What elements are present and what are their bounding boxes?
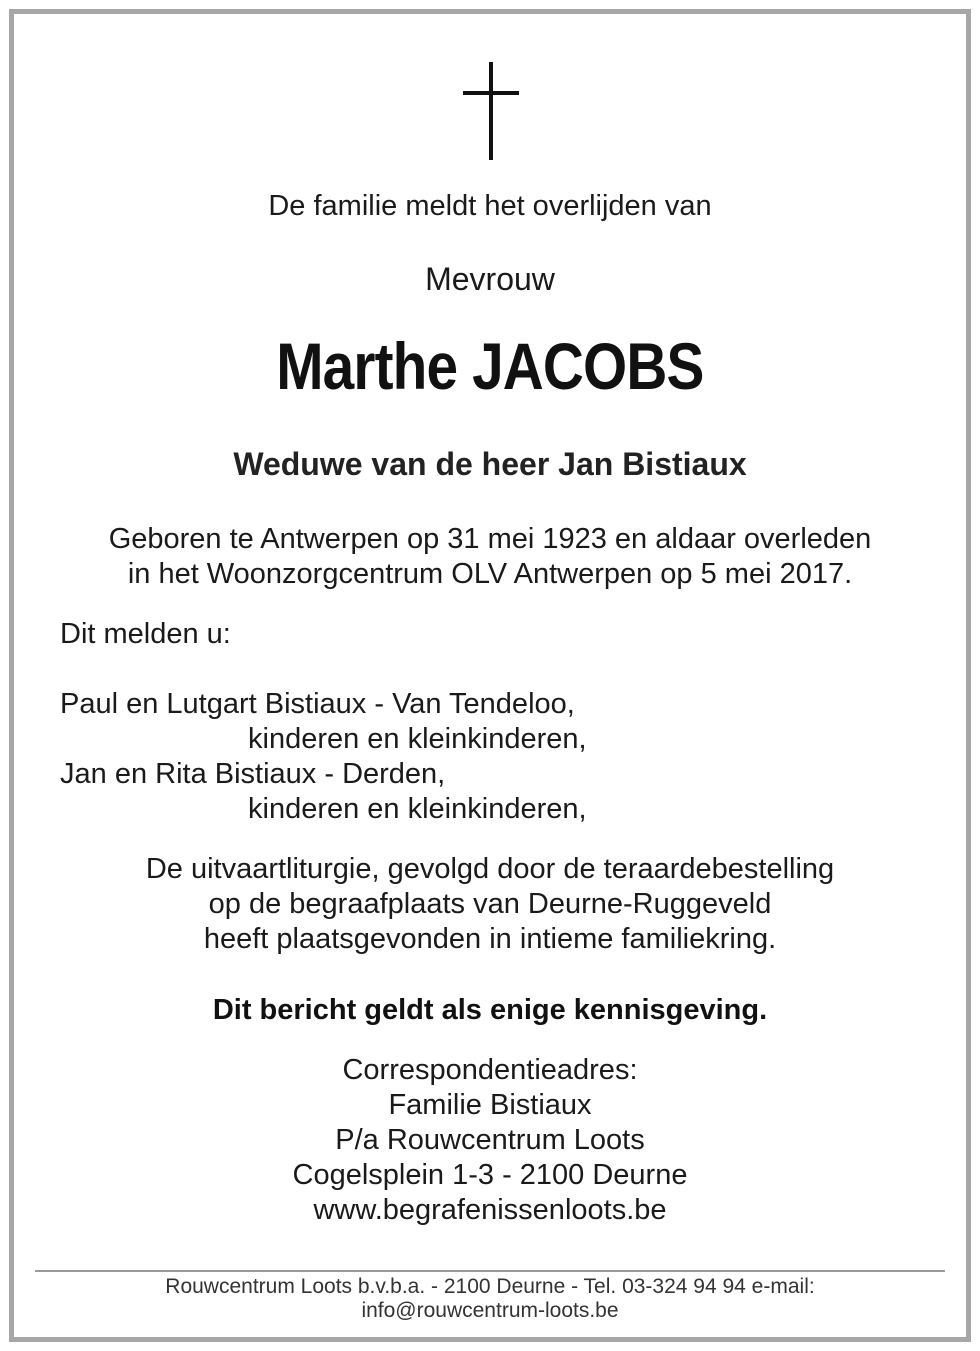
notice-statement: Dit bericht geldt als enige kennisgeving. xyxy=(212,994,768,1026)
footer-divider xyxy=(35,1270,945,1272)
intro-text: De familie meldt het overlijden van xyxy=(268,190,712,222)
footer-line-1: Rouwcentrum Loots b.v.b.a. - 2100 Deurne - Tel. 03-324 94 94 e-mail: xyxy=(165,1275,815,1298)
family-member-descendants: kinderen en kleinkinderen, xyxy=(248,723,587,755)
liturgy-line-3: heeft plaatsgevonden in intieme familiekring. xyxy=(203,923,777,955)
correspondence-recipient: Familie Bistiaux xyxy=(388,1089,592,1121)
correspondence-care-of: P/a Rouwcentrum Loots xyxy=(335,1124,645,1156)
birth-death-line-2: in het Woonzorgcentrum OLV Antwerpen op 5 mei 2017. xyxy=(127,558,853,590)
birth-death-line-1: Geboren te Antwerpen op 31 mei 1923 en aldaar overleden xyxy=(108,523,872,555)
family-member-descendants: kinderen en kleinkinderen, xyxy=(248,793,587,825)
correspondence-website: www.begrafenissenloots.be xyxy=(313,1194,667,1226)
family-member-names: Jan en Rita Bistiaux - Derden, xyxy=(60,758,446,790)
footer-email: info@rouwcentrum-loots.be xyxy=(361,1299,619,1322)
deceased-name: Marthe JACOBS xyxy=(276,329,704,403)
widow-of-line: Weduwe van de heer Jan Bistiaux xyxy=(233,446,747,482)
correspondence-address: Cogelsplein 1-3 - 2100 Deurne xyxy=(292,1159,688,1191)
liturgy-line-1: De uitvaartliturgie, gevolgd door de teraardebestelling xyxy=(145,853,835,885)
honorific-title: Mevrouw xyxy=(425,261,555,297)
family-heading: Dit melden u: xyxy=(60,618,231,650)
family-member-names: Paul en Lutgart Bistiaux - Van Tendeloo, xyxy=(60,688,575,720)
cross-icon xyxy=(461,62,521,160)
liturgy-line-2: op de begraafplaats van Deurne-Ruggeveld xyxy=(208,888,772,920)
correspondence-label: Correspondentieadres: xyxy=(342,1054,638,1086)
